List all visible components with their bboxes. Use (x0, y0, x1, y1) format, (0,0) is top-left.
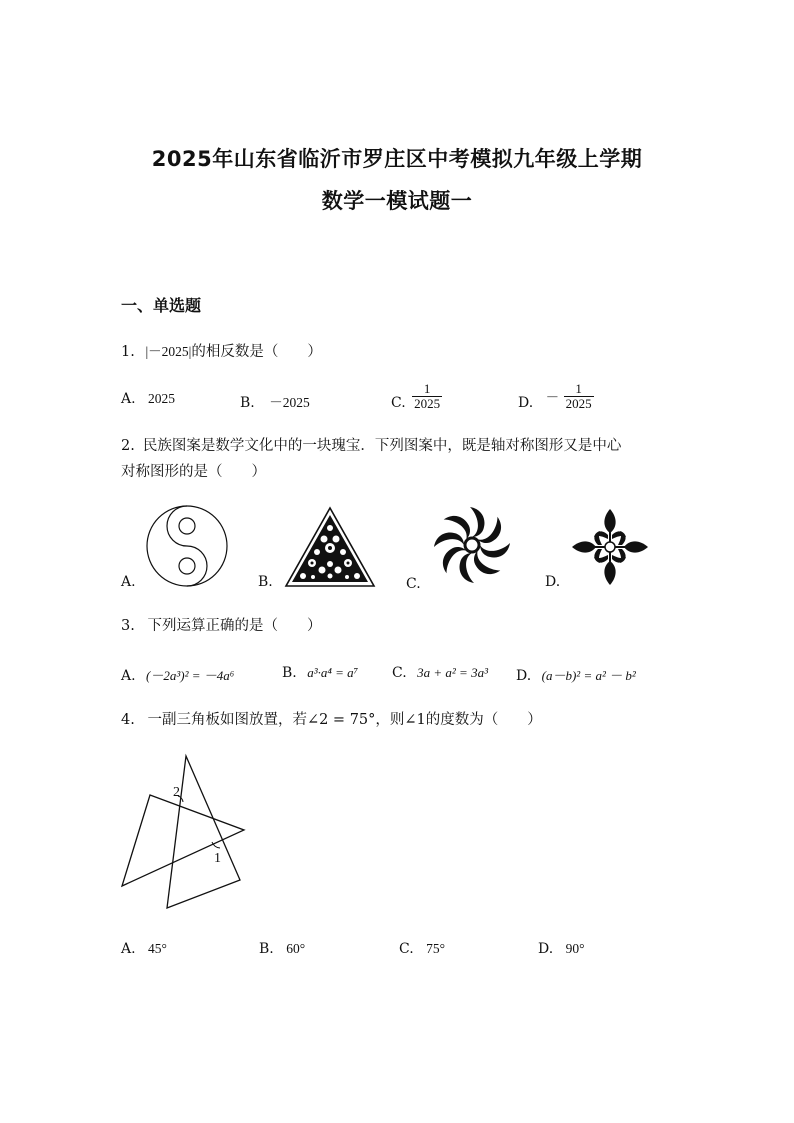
question-2 (121, 433, 621, 485)
question-3-option-c[interactable] (392, 665, 488, 681)
yin-yang-icon (145, 504, 229, 588)
question-4-stem: 一副三角板如图放置，若∠2 = 75°，则∠1的度数为（ ） (147, 712, 542, 728)
option-label: C. (391, 395, 406, 411)
option-value: 75° (426, 941, 446, 956)
option-value: －2025 (269, 395, 310, 410)
question-1-stem: 的相反数是（ ） (191, 344, 322, 360)
option-label: B. (282, 665, 297, 681)
petal-shape (434, 533, 464, 547)
option-label: A. (121, 391, 136, 407)
option-expression: a³·a⁴ = a⁷ (307, 665, 359, 680)
question-2-option-a-label[interactable]: A. (121, 574, 136, 590)
option-sign: － (545, 390, 560, 405)
question-4-option-b[interactable] (259, 941, 305, 957)
fraction-numerator: 1 (412, 382, 442, 397)
question-4-option-d[interactable] (538, 941, 585, 957)
question-1-option-c[interactable] (391, 381, 442, 411)
page-title-line-2: 数学一模试题一 (321, 189, 473, 213)
set-square-figure (116, 752, 250, 914)
question-2-stem-line-1: 民族图案是数学文化中的一块瑰宝．下列图案中，既是轴对称图形又是中心 (142, 438, 622, 454)
option-value: 2025 (148, 391, 176, 406)
page-title-line-1: 2025年山东省临沂市罗庄区中考模拟九年级上学期 (151, 147, 643, 171)
question-1-option-a[interactable] (121, 391, 175, 407)
option-fraction (564, 382, 594, 411)
option-label: C. (399, 941, 414, 957)
angle-1-label: 1 (214, 851, 221, 866)
petal-shape (480, 543, 510, 557)
four-leaf-cross-icon (571, 508, 649, 586)
option-label: D. (516, 668, 532, 684)
option-fraction (412, 382, 442, 411)
question-1-option-d[interactable] (518, 381, 594, 411)
fraction-denominator: 2025 (565, 395, 592, 411)
question-2-stem-line-2: 对称图形的是（ ） (121, 464, 266, 480)
option-value: 90° (565, 941, 585, 956)
question-2-number: 2. (121, 438, 135, 454)
angle-2-label: 2 (173, 785, 180, 800)
question-3-option-a[interactable] (121, 665, 234, 684)
petal-shape (470, 507, 484, 537)
question-1-number: 1. (121, 344, 135, 360)
option-label: D. (518, 395, 534, 411)
option-expression: (a－b)² = a² － b² (541, 668, 636, 683)
petal-shape (460, 553, 474, 583)
question-3 (121, 613, 321, 639)
option-label: B. (259, 941, 274, 957)
question-1-expression: |－2025| (145, 344, 192, 359)
pinwheel-flower-icon (430, 503, 514, 587)
option-value: 60° (286, 941, 306, 956)
option-value: 45° (148, 941, 167, 956)
option-label: A. (121, 941, 136, 957)
option-label: B. (240, 395, 255, 411)
question-3-option-b[interactable] (282, 665, 358, 681)
question-1-option-b[interactable] (240, 391, 310, 411)
question-4-option-c[interactable] (399, 941, 445, 957)
question-3-number: 3. (121, 618, 135, 634)
option-expression: 3a + a² = 3a³ (417, 665, 488, 680)
question-2-option-c-label[interactable]: C. (406, 576, 421, 592)
question-4-option-a[interactable] (121, 941, 167, 957)
option-label: C. (392, 665, 407, 681)
ornamental-triangle-icon (284, 506, 376, 588)
question-3-option-d[interactable] (516, 665, 636, 684)
triangle-one (122, 795, 244, 886)
question-2-option-d-label[interactable]: D. (545, 574, 561, 590)
fraction-denominator: 2025 (414, 395, 441, 411)
option-expression: (－2a³)² = －4a⁶ (146, 668, 235, 683)
triangle-two (167, 756, 240, 908)
section-heading: 一、单选题 (121, 296, 202, 315)
question-1 (121, 339, 322, 365)
question-4-number: 4. (121, 712, 135, 728)
question-4 (121, 707, 542, 733)
question-3-stem: 下列运算正确的是（ ） (147, 618, 322, 634)
fraction-numerator: 1 (564, 382, 594, 397)
option-label: D. (538, 941, 554, 957)
question-2-option-b-label[interactable]: B. (258, 574, 273, 590)
option-label: A. (121, 668, 136, 684)
